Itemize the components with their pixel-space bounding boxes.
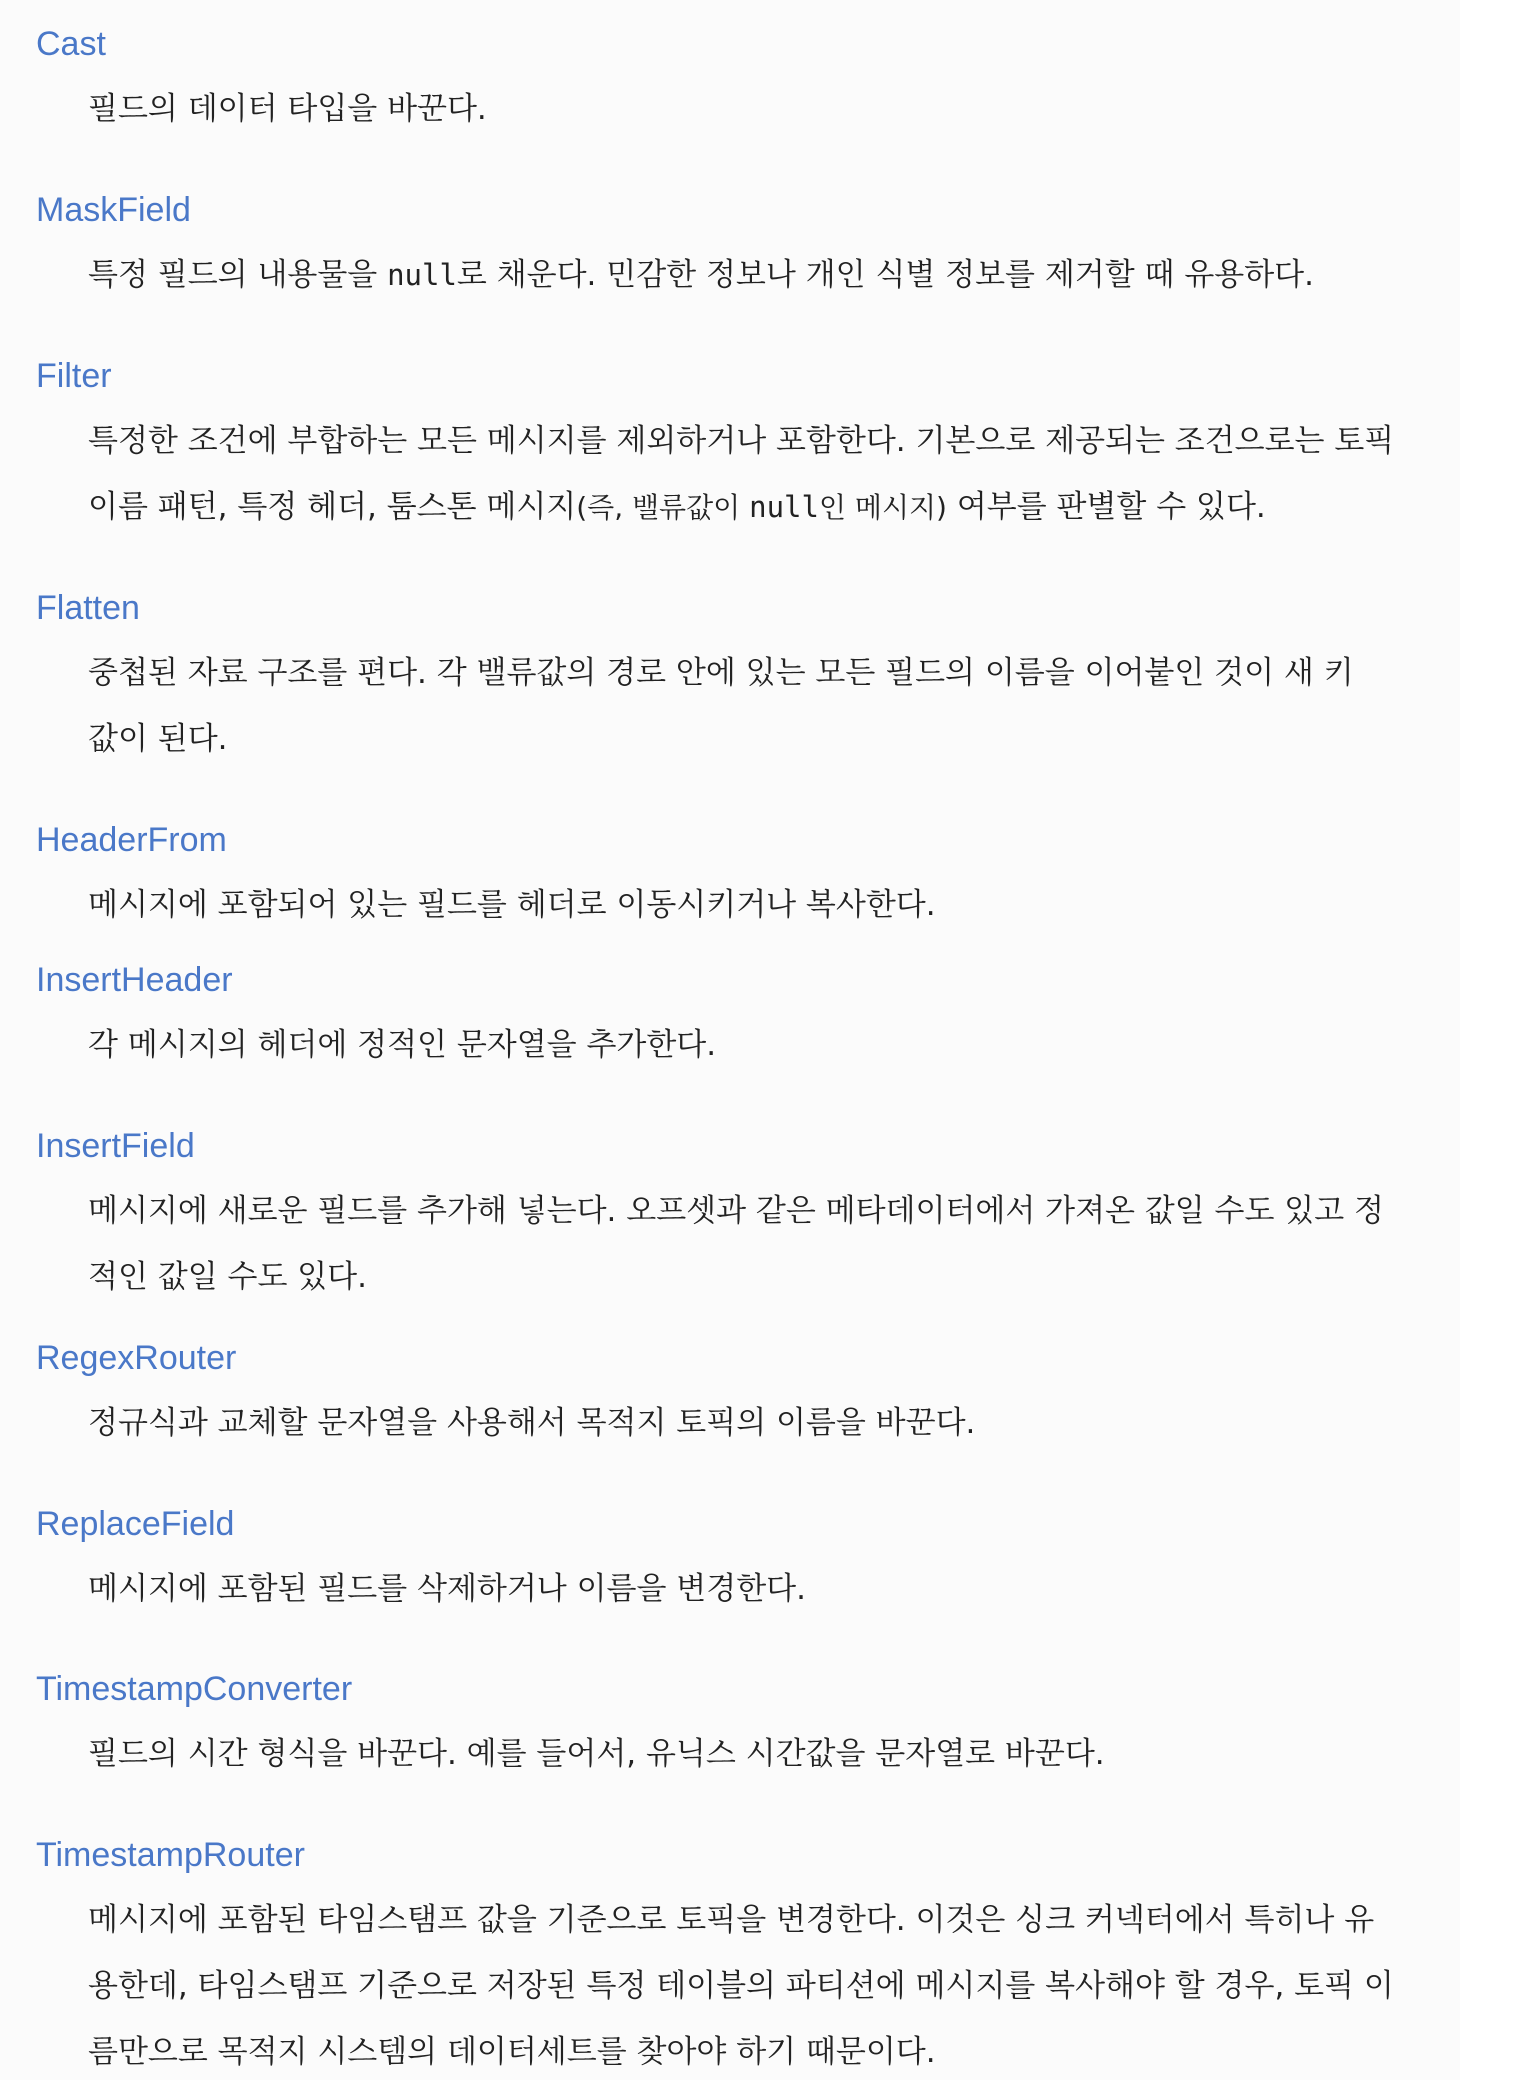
entry-regexrouter [36, 1336, 1466, 1456]
text-run: (즉, 밸류값이 [576, 491, 750, 524]
term-title: InsertHeader [36, 961, 233, 999]
description-line [88, 1953, 1488, 2019]
description-line [88, 242, 1488, 308]
entry-cast [36, 22, 1466, 142]
text-run: 적인 값일 수도 있다. [88, 1259, 367, 1295]
text-run: 각 메시지의 헤더에 정적인 문자열을 추가한다. [88, 1027, 717, 1063]
term-title: Cast [36, 25, 106, 63]
term-description [88, 1390, 1488, 1456]
entry-filter [36, 354, 1466, 540]
text-run: 메시지에 포함된 필드를 삭제하거나 이름을 변경한다. [88, 1571, 806, 1607]
entry-maskfield [36, 188, 1466, 308]
description-line [88, 1244, 1488, 1310]
text-run: 필드의 시간 형식을 바꾼다. 예를 들어서, 유닉스 시간값을 문자열로 바꾼다. [88, 1736, 1105, 1772]
entry-insertfield [36, 1124, 1466, 1310]
text-run: 메시지에 포함되어 있는 필드를 헤더로 이동시키거나 복사한다. [88, 887, 936, 923]
term-description [88, 1887, 1488, 2085]
term-title: TimestampRouter [36, 1836, 305, 1874]
term-description [88, 242, 1488, 308]
text-run: 특정한 조건에 부합하는 모든 메시지를 제외하거나 포함한다. 기본으로 제공되는 조건으로는 토픽 [88, 423, 1395, 459]
entry-headerfrom [36, 818, 1466, 938]
term-title: MaskField [36, 191, 191, 229]
text-run: 특정 필드의 내용물을 [88, 257, 388, 293]
text-run: 메시지에 새로운 필드를 추가해 넣는다. 오프셋과 같은 메타데이터에서 가져온 값일 수도 있고 정 [88, 1193, 1384, 1229]
description-line [88, 1887, 1488, 1953]
text-run: 용한데, 타임스탬프 기준으로 저장된 특정 테이블의 파티션에 메시지를 복사해야 할 경우, 토픽 이 [88, 1968, 1394, 2004]
description-line [88, 1012, 1488, 1078]
term-description [88, 408, 1488, 540]
term-title: TimestampConverter [36, 1670, 353, 1708]
code-null: null [749, 490, 819, 524]
description-line [88, 1390, 1488, 1456]
entry-timestampconverter [36, 1667, 1466, 1787]
entry-insertheader [36, 958, 1466, 1078]
text-run: 인 메시지) [818, 491, 947, 524]
term-description [88, 1721, 1488, 1787]
text-run: 이름 패턴, 특정 헤더, 툼스톤 메시지 [88, 489, 577, 525]
term-title: InsertField [36, 1127, 195, 1165]
term-description [88, 1012, 1488, 1078]
text-run: 메시지에 포함된 타임스탬프 값을 기준으로 토픽을 변경한다. 이것은 싱크 커넥터에서 특히나 유 [88, 1902, 1375, 1938]
description-line [88, 408, 1488, 474]
text-run: 정규식과 교체할 문자열을 사용해서 목적지 토픽의 이름을 바꾼다. [88, 1405, 976, 1441]
term-description [88, 1178, 1488, 1310]
text-run: 필드의 데이터 타입을 바꾼다. [88, 91, 487, 127]
term-title: RegexRouter [36, 1339, 237, 1377]
entry-timestamprouter [36, 1833, 1466, 2085]
text-run: 값이 된다. [88, 721, 228, 757]
description-line [88, 2019, 1488, 2085]
term-title: ReplaceField [36, 1505, 235, 1543]
description-line [88, 872, 1488, 938]
description-line [88, 706, 1488, 772]
term-description [88, 872, 1488, 938]
description-line [88, 1556, 1488, 1622]
description-line [88, 640, 1488, 706]
text-run: 여부를 판별할 수 있다. [946, 489, 1266, 525]
term-description [88, 76, 1488, 142]
text-run: 로 채운다. 민감한 정보나 개인 식별 정보를 제거할 때 유용하다. [456, 257, 1314, 293]
term-title: Filter [36, 357, 112, 395]
entry-flatten [36, 586, 1466, 772]
term-title: HeaderFrom [36, 821, 227, 859]
description-line [88, 76, 1488, 142]
description-line [88, 1721, 1488, 1787]
text-run: 중첩된 자료 구조를 편다. 각 밸류값의 경로 안에 있는 모든 필드의 이름을 이어붙인 것이 새 키 [88, 655, 1354, 691]
description-line [88, 474, 1488, 540]
term-title: Flatten [36, 589, 140, 627]
description-line [88, 1178, 1488, 1244]
term-description [88, 640, 1488, 772]
entry-replacefield [36, 1502, 1466, 1622]
text-run: 름만으로 목적지 시스템의 데이터세트를 찾아야 하기 때문이다. [88, 2034, 936, 2070]
code-null: null [387, 258, 457, 292]
term-description [88, 1556, 1488, 1622]
